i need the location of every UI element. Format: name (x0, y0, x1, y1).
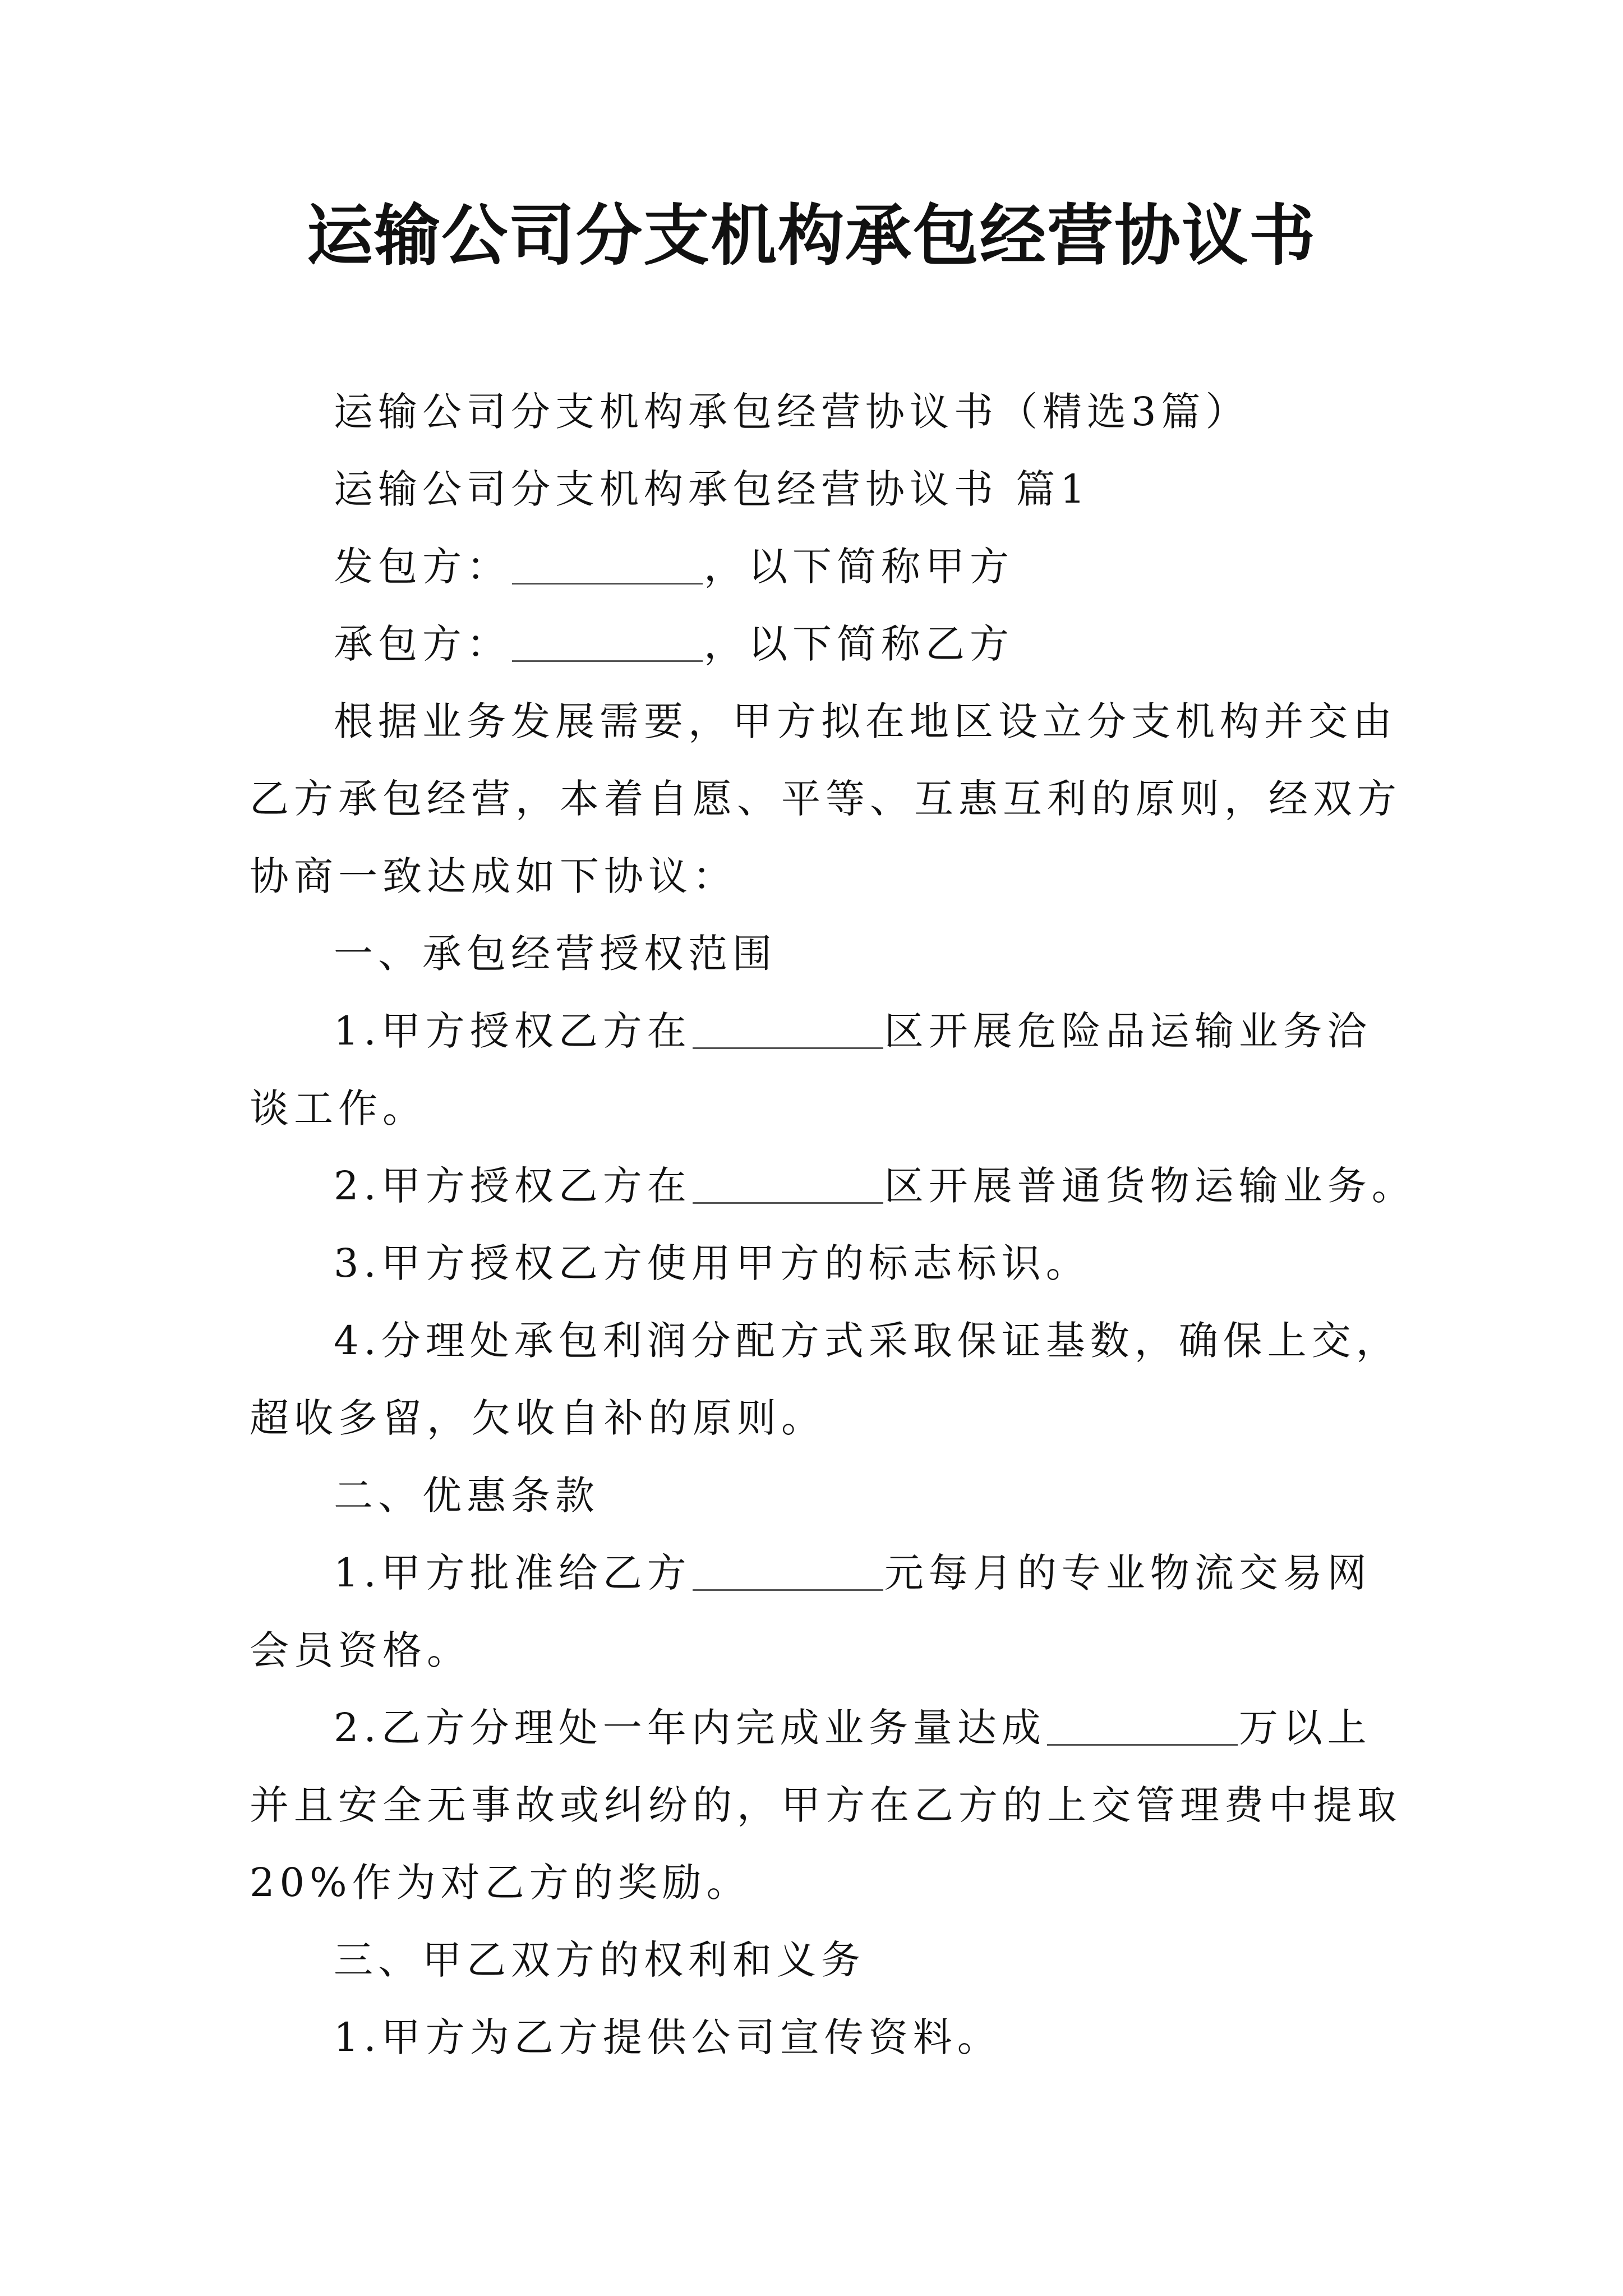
document-body (250, 373, 1416, 2076)
fill-blank (512, 621, 703, 662)
clause-line: 超收多留，欠收自补的原则。 (250, 1395, 826, 1441)
party-a-label: 发包方： (334, 544, 511, 590)
clause-text: 1.甲方批准给乙方 (334, 1550, 691, 1596)
clause-text: 区开展危险品运输业务洽 (884, 1008, 1372, 1054)
clause-heading: 一、承包经营授权范围 (334, 931, 777, 977)
subtitle-line: 运输公司分支机构承包经营协议书（精选3篇） (334, 389, 1250, 435)
party-a-line (250, 528, 1394, 605)
clause-text: 2.乙方分理处一年内完成业务量达成 (334, 1705, 1046, 1751)
document-title: 运输公司分支机构承包经营协议书 (306, 196, 1316, 274)
clause-line: 会员资格。 (250, 1627, 471, 1673)
paragraph-line: 协商一致达成如下协议： (250, 853, 737, 899)
clause-text: 2.甲方授权乙方在 (334, 1163, 691, 1209)
clause-text: 区开展普通货物运输业务。 (884, 1163, 1416, 1209)
party-b-label: 承包方： (334, 621, 511, 667)
clause-line: 并且安全无事故或纠纷的，甲方在乙方的上交管理费中提取 (250, 1782, 1401, 1828)
paragraph-line: 乙方承包经营，本着自愿、平等、互惠互利的原则，经双方 (250, 776, 1401, 822)
clause-line: 20%作为对乙方的奖励。 (250, 1860, 751, 1906)
fill-blank (512, 544, 703, 585)
fill-blank (693, 1163, 883, 1204)
clause-text: 万以上 (1238, 1705, 1372, 1751)
clause-line (250, 1534, 1394, 1612)
clause-heading: 三、甲乙双方的权利和义务 (334, 1937, 865, 1983)
clause-text: 元每月的专业物流交易网 (884, 1550, 1372, 1596)
section-heading: 运输公司分支机构承包经营协议书 篇1 (334, 466, 1090, 512)
party-a-note: ，以下简称甲方 (704, 544, 1014, 590)
clause-line (250, 1689, 1394, 1766)
party-b-note: ，以下简称乙方 (704, 621, 1014, 667)
clause-line: 3.甲方授权乙方使用甲方的标志标识。 (334, 1240, 1090, 1286)
clause-heading: 二、优惠条款 (334, 1473, 600, 1519)
clause-line (250, 1147, 1416, 1225)
clause-line (250, 992, 1394, 1070)
fill-blank (693, 1008, 883, 1049)
clause-text: 1.甲方授权乙方在 (334, 1008, 691, 1054)
fill-blank (1047, 1705, 1238, 1746)
fill-blank (693, 1550, 883, 1591)
paragraph-line: 根据业务发展需要，甲方拟在地区设立分支机构并交由 (334, 698, 1397, 744)
clause-line: 4.分理处承包利润分配方式采取保证基数，确保上交， (334, 1318, 1400, 1364)
clause-line: 1.甲方为乙方提供公司宣传资料。 (334, 2014, 1002, 2060)
party-b-line (250, 605, 1394, 683)
clause-line: 谈工作。 (250, 1085, 427, 1131)
